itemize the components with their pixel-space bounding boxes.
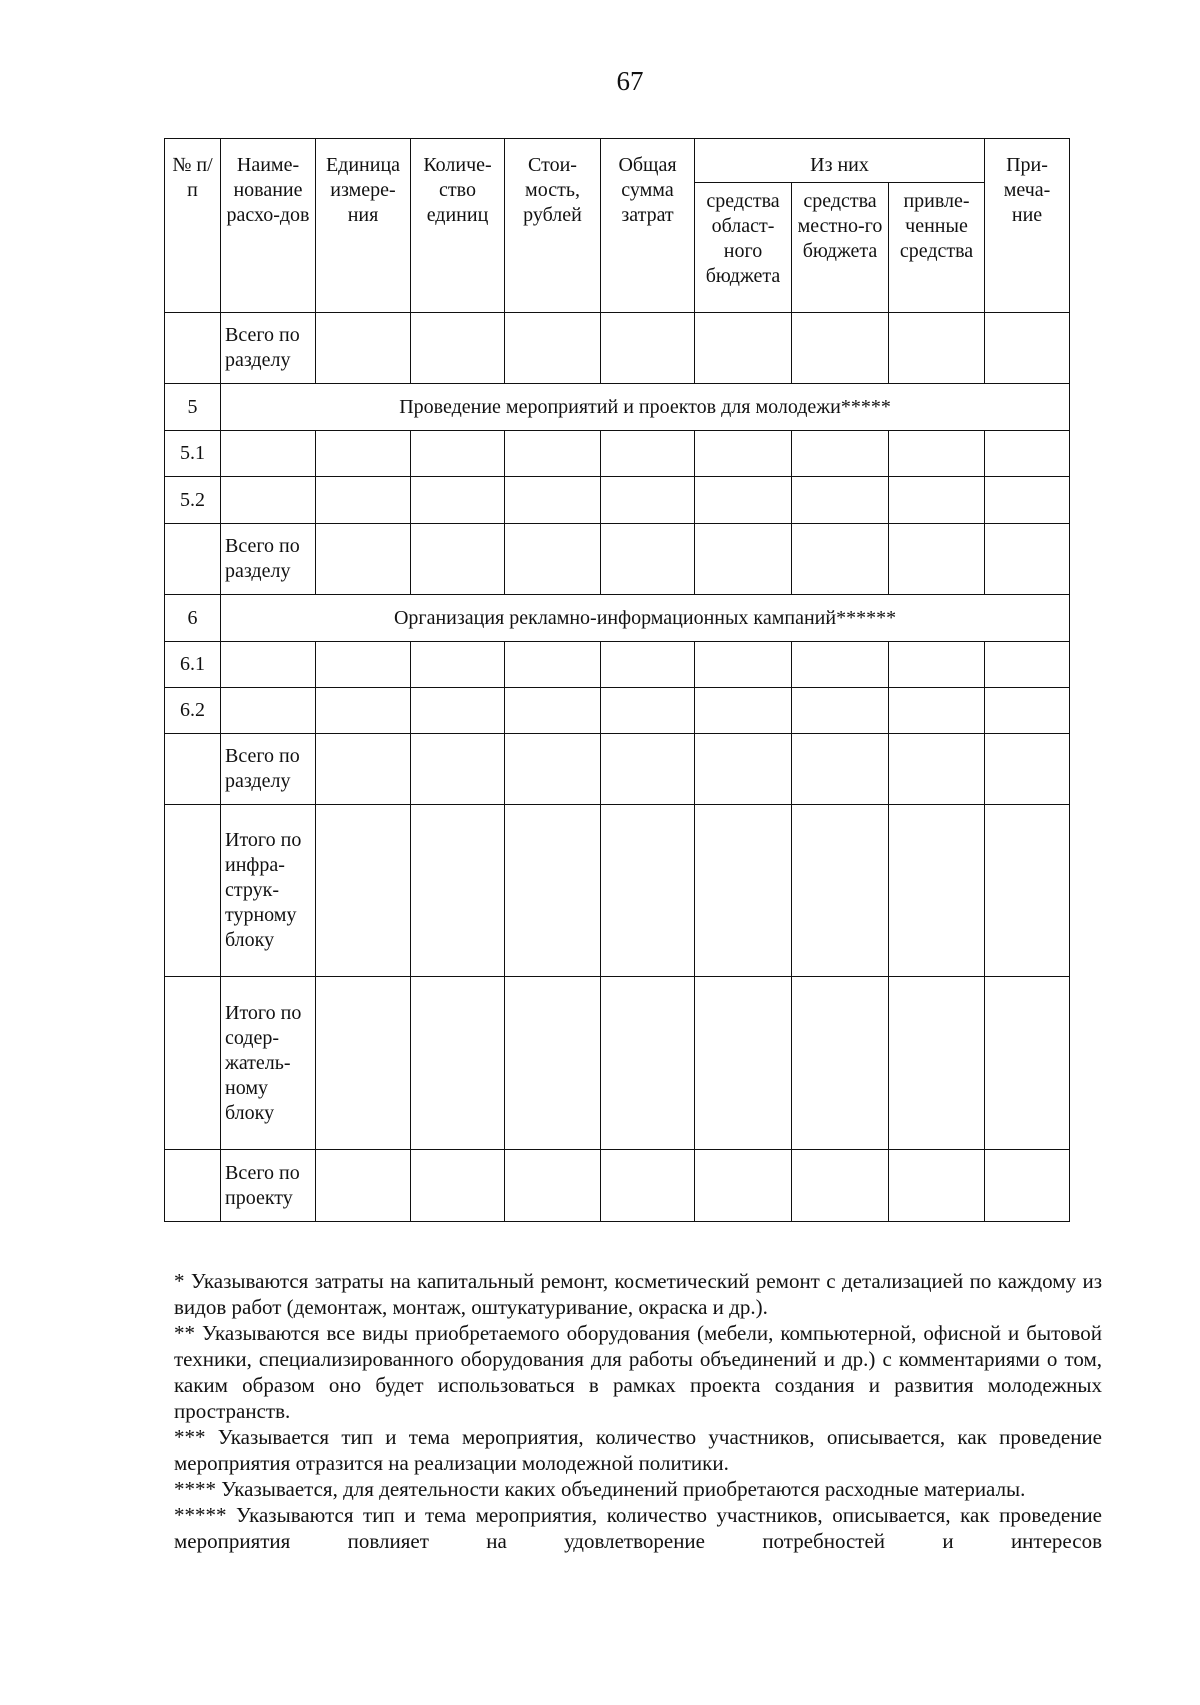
header-quantity: Количе-ство единиц: [411, 139, 505, 313]
row-project-total-label: Всего по проекту: [221, 1150, 316, 1222]
row-total-label: Всего по разделу: [221, 313, 316, 384]
table-row: [165, 642, 1070, 688]
header-total-cost: Общая сумма затрат: [601, 139, 695, 313]
table-row: [165, 477, 1070, 524]
row-total-label: Всего по разделу: [221, 524, 316, 595]
header-number: № п/п: [165, 139, 221, 313]
footnote: ***** Указываются тип и тема мероприятия, количество участников, описывается, как проведение мероприятия повлияет на удовлетворение потребностей и интересов: [174, 1503, 1102, 1553]
section-title: Организация рекламно-информационных кампаний******: [221, 595, 1070, 642]
row-number: 5.1: [165, 431, 221, 477]
header-cost: Стои-мость, рублей: [505, 139, 601, 313]
header-note: При-меча-ние: [985, 139, 1070, 313]
section-row: [165, 384, 1070, 431]
budget-table: [164, 138, 1070, 1222]
table-row: [165, 313, 1070, 384]
footnote: *** Указывается тип и тема мероприятия, количество участников, описывается, как проведение мероприятия отразится на реализации молодежной политики.: [174, 1425, 1102, 1475]
section-number: 5: [165, 384, 221, 431]
header-unit: Единица измере-ния: [316, 139, 411, 313]
section-number: 6: [165, 595, 221, 642]
header-attracted-funds: привле-ченные средства: [889, 183, 985, 313]
footnote: * Указываются затраты на капитальный ремонт, косметический ремонт с детализацией по каждому из видов работ (демонтаж, монтаж, оштукатуривание, окраска и др.).: [174, 1269, 1102, 1319]
table-row: [165, 524, 1070, 595]
row-total-label: Всего по разделу: [221, 734, 316, 805]
table-row: [165, 734, 1070, 805]
row-number: 6.1: [165, 642, 221, 688]
footnote: ** Указываются все виды приобретаемого оборудования (мебели, компьютерной, офисной и бытовой техники, специализированного оборудования для работы объединений и др.) с комментариями о том, каким образом оно будет использоваться в рамках проекта создания и развития молодежных пространств.: [174, 1321, 1102, 1423]
header-regional-budget: средства област-ного бюджета: [695, 183, 792, 313]
row-number: 6.2: [165, 688, 221, 734]
page-number: 67: [616, 66, 644, 96]
section-row: [165, 595, 1070, 642]
header-local-budget: средства местно-го бюджета: [792, 183, 889, 313]
footnote: **** Указывается, для деятельности каких объединений приобретаются расходные материалы.: [174, 1477, 1026, 1501]
header-of-them: Из них: [695, 139, 985, 183]
section-title: Проведение мероприятий и проектов для молодежи*****: [221, 384, 1070, 431]
table-row: [165, 805, 1070, 977]
row-content-total-label: Итого по содер-жатель-ному блоку: [221, 977, 316, 1150]
table-row: [165, 688, 1070, 734]
table-row: [165, 977, 1070, 1150]
row-number: 5.2: [165, 477, 221, 524]
row-infra-total-label: Итого по инфра-струк-турному блоку: [221, 805, 316, 977]
header-expense-name: Наиме-нование расхо-дов: [221, 139, 316, 313]
table-row: [165, 1150, 1070, 1222]
footnotes: [174, 1268, 1102, 1554]
table-row: [165, 431, 1070, 477]
